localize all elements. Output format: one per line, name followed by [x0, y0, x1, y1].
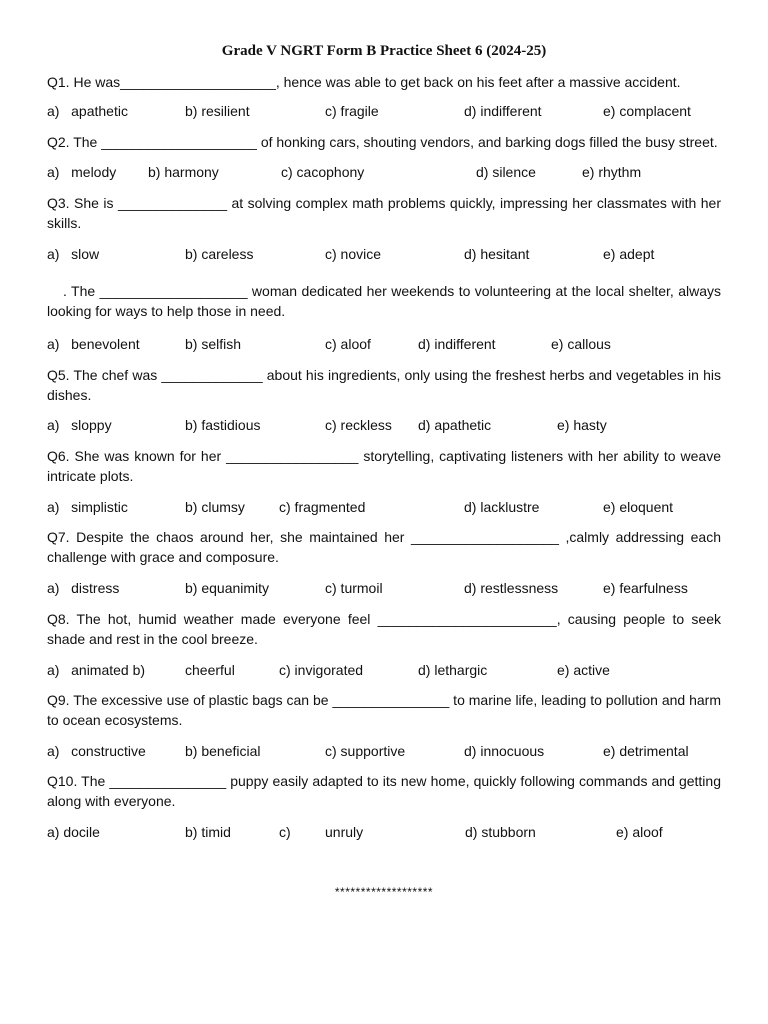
- question-9-options: [47, 741, 727, 761]
- q6-option-e: e) eloquent: [603, 499, 674, 515]
- q1-option-a: a) apathetic: [47, 103, 128, 119]
- question-3-options: [47, 244, 727, 264]
- q2-option-d: d) silence: [476, 164, 536, 180]
- q8-option-b: cheerful: [185, 662, 235, 678]
- q5-option-e: e) hasty: [557, 417, 607, 433]
- question-4-options: [47, 334, 727, 354]
- question-6-options: [47, 497, 727, 517]
- q7-option-e: e) fearfulness: [603, 580, 688, 596]
- question-8-options: [47, 660, 727, 680]
- q2-option-b: b) harmony: [148, 164, 219, 180]
- question-10-options: [47, 822, 727, 842]
- question-7-options: [47, 578, 727, 598]
- question-4-text: . The ___________________ woman dedicated her weekends to volunteering at the local shelter, always looking for ways to help those in need.: [47, 283, 721, 319]
- q5-option-c: c) reckless: [325, 417, 392, 433]
- q3-option-e: e) adept: [603, 246, 655, 262]
- q2-option-c: c) cacophony: [281, 164, 365, 180]
- q10-option-e: e) aloof: [616, 824, 663, 840]
- q10-option-d: d) stubborn: [465, 824, 536, 840]
- q9-option-d: d) innocuous: [464, 743, 545, 759]
- q10-option-b: b) timid: [185, 824, 231, 840]
- q7-option-a: a) distress: [47, 580, 120, 596]
- question-8-text: Q8. The hot, humid weather made everyone feel _______________________, causing people to seek shade and rest in the cool breeze.: [47, 611, 721, 647]
- q4-option-b: b) selfish: [185, 336, 242, 352]
- q3-option-a: a) slow: [47, 246, 100, 262]
- q8-option-d: d) lethargic: [418, 662, 488, 678]
- question-6-text: Q6. She was known for her _________________ storytelling, captivating listeners with her ability to weave intricate plots.: [47, 448, 721, 484]
- question-7-text: Q7. Despite the chaos around her, she maintained her ___________________ ,calmly addressing each challenge with grace and composure.: [47, 529, 721, 565]
- question-2-text: Q2. The ____________________ of honking cars, shouting vendors, and barking dogs filled the busy street.: [47, 134, 718, 150]
- question-2-options: [47, 162, 727, 182]
- q3-option-b: b) careless: [185, 246, 254, 262]
- question-1-options: [47, 101, 727, 121]
- q6-option-d: d) lacklustre: [464, 499, 540, 515]
- q4-option-c: c) aloof: [325, 336, 371, 352]
- q2-option-e: e) rhythm: [582, 164, 642, 180]
- q4-option-e: e) callous: [551, 336, 611, 352]
- q10-option-c: c): [279, 824, 291, 840]
- q7-option-d: d) restlessness: [464, 580, 559, 596]
- question-1-text: Q1. He was____________________, hence was able to get back on his feet after a massive accident.: [47, 74, 681, 90]
- q1-option-d: d) indifferent: [464, 103, 542, 119]
- q6-option-b: b) clumsy: [185, 499, 245, 515]
- q8-option-e: e) active: [557, 662, 610, 678]
- q3-option-c: c) novice: [325, 246, 382, 262]
- q1-option-c: c) fragile: [325, 103, 379, 119]
- question-10-text: Q10. The _______________ puppy easily adapted to its new home, quickly following commands and getting along with everyone.: [47, 773, 721, 809]
- q4-option-a: a) benevolent: [47, 336, 140, 352]
- q9-option-c: c) supportive: [325, 743, 406, 759]
- q3-option-d: d) hesitant: [464, 246, 530, 262]
- page-title: Grade V NGRT Form B Practice Sheet 6 (2024-25): [221, 43, 547, 59]
- q8-option-c: c) invigorated: [279, 662, 364, 678]
- question-9-text: Q9. The excessive use of plastic bags can be _______________ to marine life, leading to pollution and harm to ocean ecosystems.: [47, 692, 721, 728]
- question-3-text: Q3. She is ______________ at solving complex math problems quickly, impressing her classmates with her skills.: [47, 195, 721, 231]
- q4-option-d: d) indifferent: [418, 336, 496, 352]
- question-5-options: [47, 415, 727, 435]
- q1-option-b: b) resilient: [185, 103, 250, 119]
- footer-separator: *******************: [334, 885, 434, 899]
- q1-option-e: e) complacent: [603, 103, 691, 119]
- q5-option-d: d) apathetic: [418, 417, 492, 433]
- q7-option-b: b) equanimity: [185, 580, 270, 596]
- q8-option-a: a) animated b): [47, 662, 146, 678]
- q2-option-a: a) melody: [47, 164, 117, 180]
- q9-option-a: a) constructive: [47, 743, 146, 759]
- q10-option-a: a) docile: [47, 824, 100, 840]
- question-5-text: Q5. The chef was _____________ about his ingredients, only using the freshest herbs and vegetables in his dishes.: [47, 367, 721, 403]
- q6-option-c: c) fragmented: [279, 499, 366, 515]
- q7-option-c: c) turmoil: [325, 580, 383, 596]
- q6-option-a: a) simplistic: [47, 499, 128, 515]
- q5-option-b: b) fastidious: [185, 417, 261, 433]
- q9-option-e: e) detrimental: [603, 743, 689, 759]
- q5-option-a: a) sloppy: [47, 417, 112, 433]
- q10-option-c-word: unruly: [325, 824, 364, 840]
- q9-option-b: b) beneficial: [185, 743, 261, 759]
